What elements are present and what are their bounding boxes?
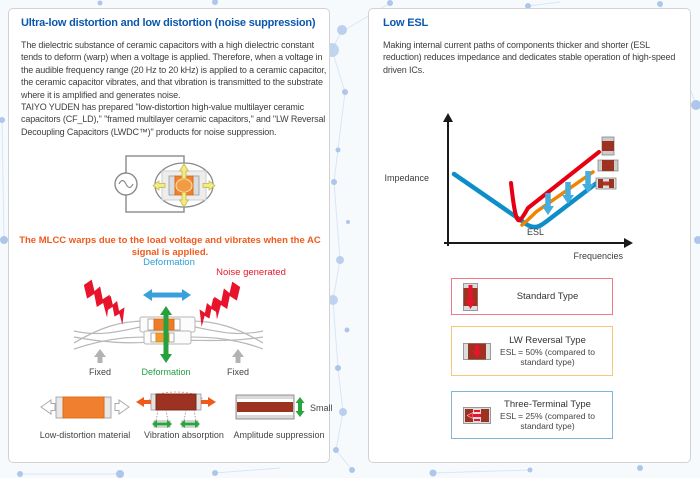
- legend-standard-type: [451, 278, 613, 315]
- panel-noise-suppression: [8, 8, 333, 463]
- legend-lw-reversal-type: [451, 326, 613, 376]
- impedance-frequency-chart: [377, 111, 667, 266]
- solution-label-vibration-absorption: Vibration absorption: [144, 430, 224, 440]
- esl-annotation: ESL: [527, 227, 545, 237]
- fixed-right-label: Fixed: [226, 367, 250, 377]
- legend-three-terminal-type: [451, 391, 613, 439]
- three-terminal-capacitor-icon: [596, 178, 616, 189]
- panel-low-esl: [368, 8, 691, 463]
- page-title-left: Ultra-low distortion and low distortion (noise suppression): [21, 17, 316, 29]
- legend-lw-desc: ESL = 50% (compared to standard type): [500, 346, 595, 367]
- y-axis-label: Impedance: [384, 173, 429, 183]
- circuit-diagram: [99, 146, 229, 228]
- lw-reversal-capacitor-icon: [598, 160, 618, 171]
- legend-standard-icon-wrap: [463, 283, 493, 311]
- amplitude-suppression-icon: [235, 393, 341, 433]
- deformation-top-label: Deformation: [143, 257, 195, 268]
- y-axis-arrowhead: [443, 113, 453, 122]
- deformation-bottom-label: Deformation: [141, 367, 191, 377]
- left-paragraph-1: The dielectric substance of ceramic capacitors with a high dielectric constant tends to deform (warp) when a voltage is applied. Therefore, when a voltage in the audible frequency range (20 Hz to 20 kHz) is applied to a ceramic capacitor, the ceramic capacitor vibrates, and that vibration is transmitted to the substrate where it is amplified and generates noise.: [21, 40, 327, 100]
- fixed-left-label: Fixed: [88, 367, 112, 377]
- noise-generated-label: Noise generated: [216, 267, 286, 278]
- page-title-right: Low ESL: [383, 17, 429, 29]
- legend-lw-icon-wrap: [463, 343, 493, 360]
- small-amplitude-arrow: [296, 397, 305, 417]
- three-terminal-type-icon: [463, 407, 491, 424]
- mount-dotted-lines: [156, 410, 196, 421]
- lw-reversal-type-icon: [463, 343, 491, 360]
- x-axis-arrowhead: [624, 238, 633, 248]
- standard-type-icon: [463, 283, 478, 311]
- lw-reversal-curve: [522, 172, 593, 225]
- mlcc-warp-caption: The MLCC warps due to the load voltage and vibrates when the AC signal is applied.: [19, 235, 321, 258]
- capacitor-bottom: [151, 333, 174, 342]
- small-note-label: Small: [310, 403, 333, 413]
- vibration-diagram: [41, 279, 281, 379]
- low-distortion-material-icon: [39, 393, 131, 427]
- legend-standard-title: Standard Type: [516, 291, 579, 302]
- solution-label-low-distortion: Low-distortion material: [39, 430, 131, 440]
- x-axis-label: Frequencies: [573, 251, 623, 261]
- left-paragraph-2: TAIYO YUDEN has prepared "low-distortion high-value multilayer ceramic capacitors (CF_LD)," "framed multilayer ceramic capacitors," and "LW Reversal Decoupling Capacitors (LWDC™)" products for noise suppression.: [21, 102, 326, 137]
- legend-three-terminal-desc: ESL = 25% (compared to standard type): [500, 410, 595, 431]
- horizontal-deformation-arrow: [143, 289, 191, 301]
- left-body-text: [21, 39, 327, 138]
- legend-lw-title: LW Reversal Type: [509, 334, 586, 346]
- right-body-text: Making internal current paths of components thicker and shorter (ESL reduction) reduces impedance and dedicates stable operation of high-speed driven ICs.: [383, 40, 676, 75]
- solution-label-amplitude-suppression: Amplitude suppression: [233, 430, 325, 440]
- standard-capacitor-icon: [602, 137, 614, 155]
- legend-three-terminal-title: Three-Terminal Type: [504, 398, 591, 410]
- legend-three-terminal-icon-wrap: [463, 407, 493, 424]
